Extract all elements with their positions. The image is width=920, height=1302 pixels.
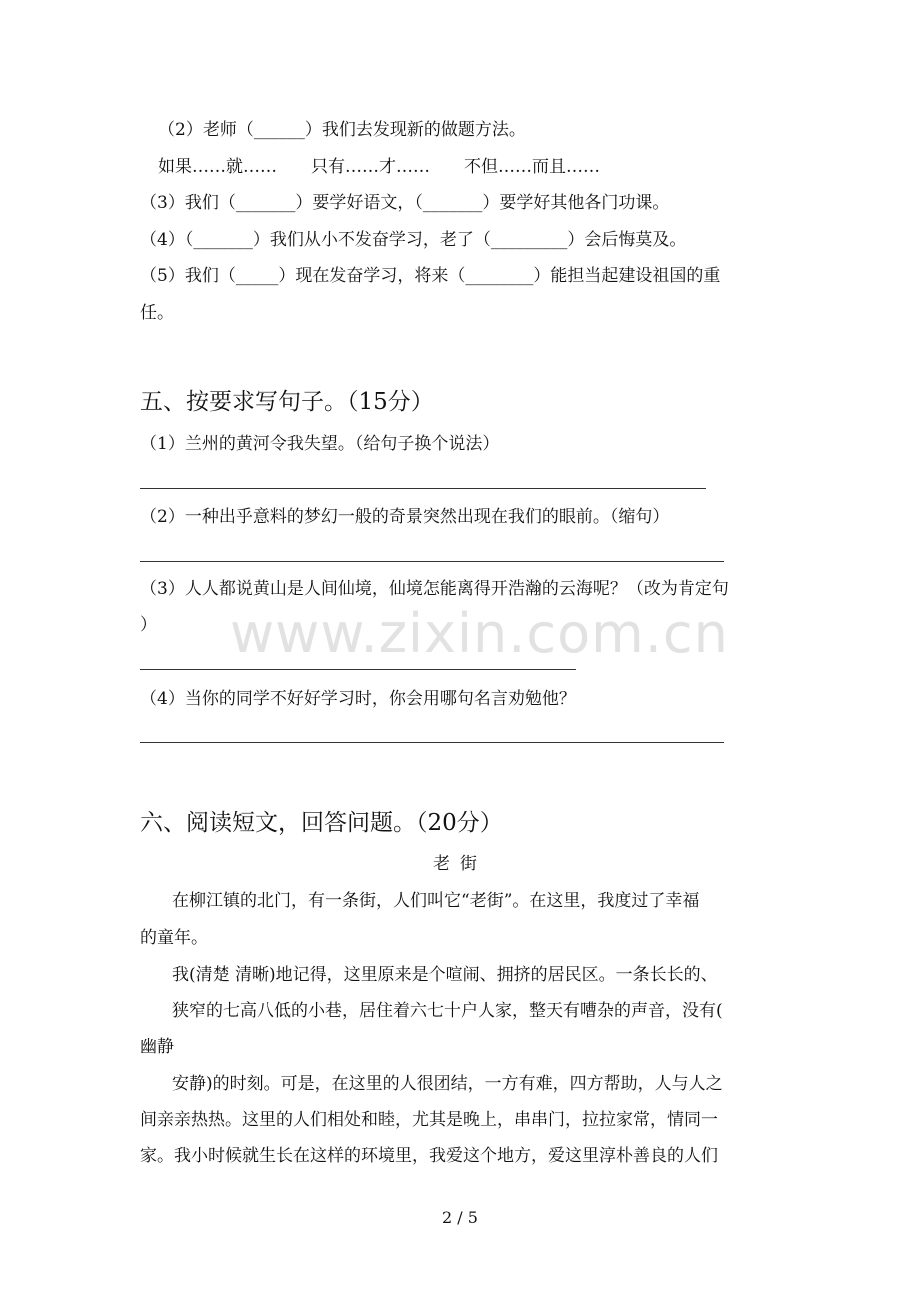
passage-line: 我(清楚 清晰)地记得，这里原来是个喧闹、拥挤的居民区。一条长长的、 (172, 965, 718, 985)
watermark: www.zixin.com.cn (230, 602, 729, 665)
s5-question-2: （2）一种出乎意料的梦幻一般的奇景突然出现在我们的眼前。（缩句） (140, 507, 670, 527)
s4-question-5-line1: （5）我们（_____）现在发奋学习，将来（________）能担当起建设祖国的重 (140, 266, 721, 286)
s5-answer-line-4[interactable] (140, 742, 724, 743)
s4-question-4: （4）（_______）我们从小不发奋学习，老了（_________）会后悔莫及。 (140, 230, 687, 250)
s4-question-3: （3）我们（_______）要学好语文，（_______）要学好其他各门功课。 (140, 193, 670, 213)
s4-question-2: （2）老师（______）我们去发现新的做题方法。 (158, 120, 526, 140)
passage-title: 老街 (433, 854, 487, 874)
passage-line: 在柳江镇的北门，有一条街，人们叫它“老街”。在这里，我度过了幸福 (172, 891, 700, 911)
s5-answer-line-2[interactable] (140, 561, 724, 562)
s5-answer-line-3[interactable] (140, 669, 576, 670)
s5-answer-line-1[interactable] (140, 488, 706, 489)
section-6-heading: 六、阅读短文，回答问题。（20分） (140, 810, 503, 836)
passage-line: 的童年。 (140, 928, 208, 948)
s5-question-1: （1）兰州的黄河令我失望。（给句子换个说法） (140, 434, 500, 454)
s5-question-3-line2: ） (140, 615, 157, 635)
s5-question-3-line1: （3）人人都说黄山是人间仙境，仙境怎能离得开浩瀚的云海呢？（改为肯定句 (140, 579, 729, 599)
passage-line: 家。我小时候就生长在这样的环境里，我爱这个地方，爱这里淳朴善良的人们 (140, 1146, 718, 1166)
s4-conjunction-options: 如果……就…… 只有……才…… 不但……而且…… (158, 157, 600, 177)
s5-question-4: （4）当你的同学不好好学习时，你会用哪句名言劝勉他？ (140, 689, 576, 709)
s4-question-5-line2: 任。 (140, 303, 174, 323)
page-number: 2 / 5 (442, 1208, 478, 1227)
passage-line: 间亲亲热热。这里的人们相处和睦，尤其是晚上，串串门，拉拉家常，情同一 (140, 1110, 718, 1130)
section-5-heading: 五、按要求写句子。（15分） (140, 389, 434, 415)
passage-line: 幽静 (140, 1037, 174, 1057)
passage-line: 安静)的时刻。可是，在这里的人很团结，一方有难，四方帮助，人与人之 (172, 1074, 723, 1094)
passage-line: 狭窄的七高八低的小巷，居住着六七十户人家，整天有嘈杂的声音，没有( (172, 1001, 723, 1021)
